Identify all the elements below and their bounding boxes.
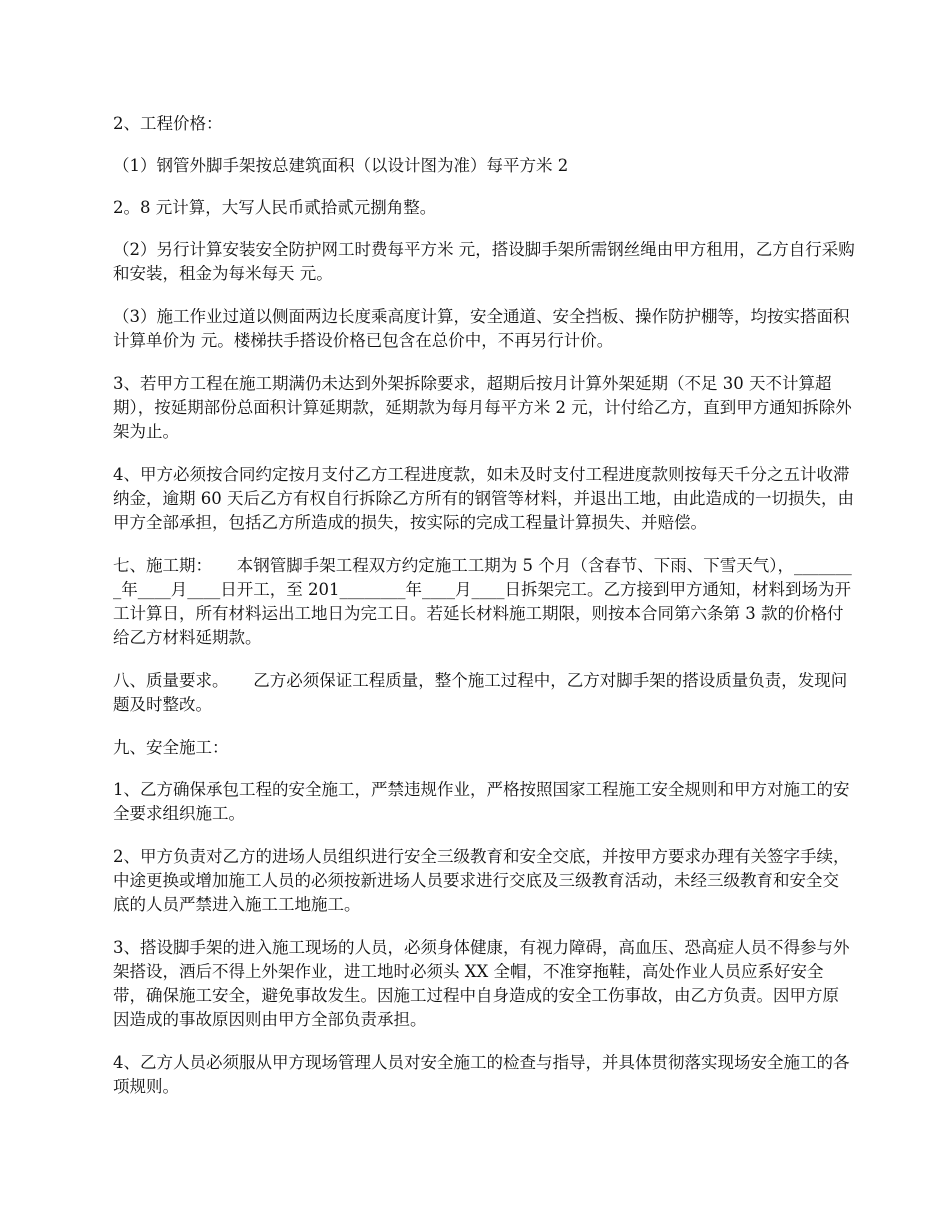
paragraph-section-8-quality: 八、质量要求。 乙方必须保证工程质量，整个施工过程中，乙方对脚手架的搭设质量负责，发现问题及时整改。 [113, 671, 848, 714]
paragraph-price-item-2: （2）另行计算安装安全防护网工时费每平方米 元，搭设脚手架所需钢丝绳由甲方租用，乙方自行采购和安装，租金为每米每天 元。 [113, 240, 855, 283]
paragraph-price-item-1-cont: 2。8 元计算，大写人民币贰拾贰元捌角整。 [113, 198, 437, 217]
paragraph-safety-2: 2、甲方负责对乙方的进场人员组织进行安全三级教育和安全交底，并按甲方要求办理有关签字手续，中途更换或增加施工人员的必须按新进场人员要求进行交底及三级教育活动，未经三级教育和安全交底的人员严禁进入施工工地施工。 [113, 847, 850, 914]
paragraph-clause-4-payment: 4、甲方必须按合同约定按月支付乙方工程进度款，如未及时支付工程进度款则按每天千分之五计收滞纳金，逾期 60 天后乙方有权自行拆除乙方所有的钢管等材料，并退出工地，由此造成的一切损失，由甲方全部承担，包括乙方所造成的损失，按实际的完成工程量计算损失、并赔偿。 [113, 465, 854, 532]
paragraph-section-7-schedule: 七、施工期： 本钢管脚手架工程双方约定施工工期为 5 个月（含春节、下雨、下雪天气），________年____月____日开工，至 201________年____月____日拆架完工。乙方接到甲方通知，材料到场为开工计算日，所有材料运出工地日为完工日。若延长材料施工期限，则按本合同第六条第 3 款的价格付给乙方材料延期款。 [113, 556, 852, 647]
paragraph-safety-3: 3、搭设脚手架的进入施工现场的人员，必须身体健康，有视力障碍，高血压、恐高症人员不得参与外架搭设，酒后不得上外架作业，进工地时必须头 XX 全帽，不准穿拖鞋，高处作业人员应系好安全带，确保施工安全，避免事故发生。因施工过程中自身造成的安全工伤事故，由乙方负责。因甲方原因造成的事故原因则由甲方全部负责承担。 [113, 938, 850, 1029]
paragraph-safety-4: 4、乙方人员必须服从甲方现场管理人员对安全施工的检查与指导，并具体贯彻落实现场安全施工的各项规则。 [113, 1053, 850, 1096]
document-body [113, 112, 855, 1118]
paragraph-price-item-3: （3）施工作业过道以侧面两边长度乘高度计算，安全通道、安全挡板、操作防护棚等，均按实搭面积计算单价为 元。楼梯扶手搭设价格已包含在总价中，不再另行计价。 [113, 307, 850, 350]
paragraph-price-item-1: （1）钢管外脚手架按总建筑面积（以设计图为准）每平方米 2 [113, 156, 569, 175]
paragraph-safety-1: 1、乙方确保承包工程的安全施工，严禁违规作业，严格按照国家工程施工安全规则和甲方对施工的安全要求组织施工。 [113, 780, 850, 823]
paragraph-section-price-heading: 2、工程价格： [113, 114, 223, 133]
paragraph-clause-3-overdue: 3、若甲方工程在施工期满仍未达到外架拆除要求，超期后按月计算外架延期（不足 30 天不计算超期），按延期部份总面积计算延期款，延期款为每月每平方米 2 元，计付给乙方，直到甲方通知拆除外架为止。 [113, 374, 852, 441]
paragraph-section-9-heading: 九、安全施工： [113, 738, 229, 757]
